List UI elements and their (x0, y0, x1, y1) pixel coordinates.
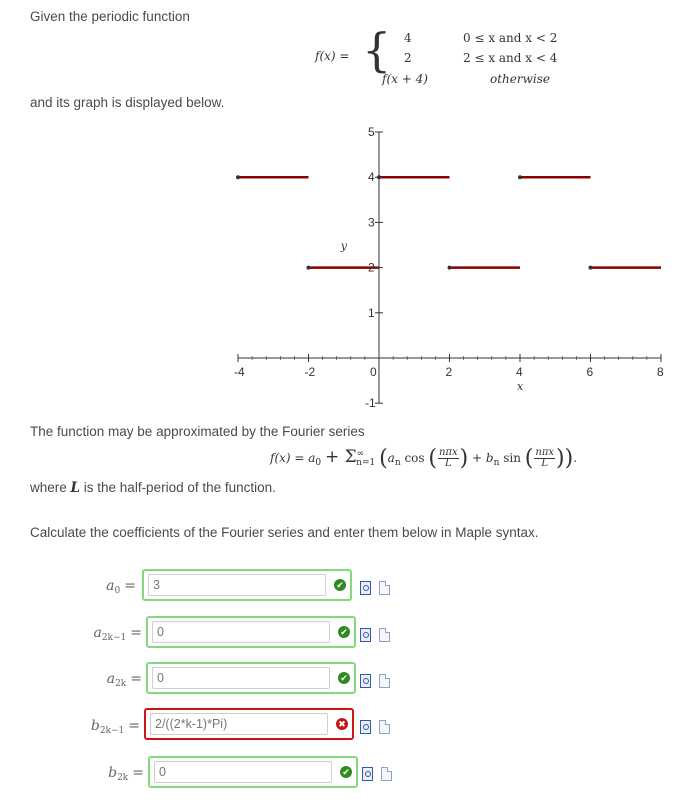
answer-field-a2k-1[interactable] (146, 616, 356, 648)
answer-input-a2k-1[interactable] (152, 621, 330, 643)
x-tick-label: 2 (445, 365, 453, 379)
graph-intro-text: and its graph is displayed below. (30, 95, 225, 110)
y-tick-label: 5 (368, 125, 375, 139)
answer-field-b2k[interactable] (148, 756, 358, 788)
fourier-intro-text: The function may be approximated by the Fourier series (30, 424, 365, 439)
y-tick-label: 2 (368, 260, 375, 275)
fs-sum: + Σ (324, 447, 357, 467)
fs-frac-2 (534, 448, 555, 469)
y-tick-label: -1 (365, 396, 376, 410)
x-tick-label: 8 (657, 365, 664, 379)
function-graph (0, 120, 676, 410)
fs-lhs: f(x) = a (270, 451, 316, 465)
preview-icon[interactable] (362, 767, 373, 781)
fs-sin: sin (503, 451, 521, 465)
y-axis-label: y (340, 239, 347, 253)
instruction-text: Calculate the coefficients of the Fourier series and enter them below in Maple syntax. (30, 525, 539, 540)
halfperiod-after: is the half-period of the function. (80, 480, 276, 495)
check-icon: ✔ (338, 672, 350, 684)
case-condition-2: 2 ≤ x and x < 4 (463, 51, 558, 65)
segment-start-point (589, 266, 593, 270)
x-tick-label: 4 (516, 365, 523, 379)
y-tick-label: 1 (368, 305, 375, 320)
document-icon[interactable] (379, 628, 390, 642)
fs-frac-2-num: nπx (535, 447, 555, 458)
fourier-series-formula: $f(x) = a_0 + \Sigma^\infty_{n=1}$ ($a_n$ cos ( $\frac{\text{nπx}}{L}$ ) + $b_n$ sin ( $\frac{\text{nπx}}{L}$ )). (270, 446, 578, 471)
answer-label-a2k: $a_{2k}$ = (106, 671, 142, 689)
segment-start-point (307, 266, 311, 270)
check-icon: ✔ (340, 766, 352, 778)
answer-input-b2k-1[interactable] (150, 713, 328, 735)
case-value-1: 4 (404, 31, 412, 45)
x-tick-label: 0 (370, 365, 377, 379)
answer-label-a0: $a_0$ = (106, 578, 136, 596)
fs-sum-upper: ∞ (356, 449, 365, 459)
x-tick-label: 6 (586, 365, 594, 379)
fs-bn-sub: n (493, 458, 500, 468)
y-tick-label: 4 (368, 170, 375, 185)
preview-icon[interactable] (360, 720, 371, 734)
answer-field-a2k[interactable] (146, 662, 356, 694)
x-tick-label: -4 (234, 365, 245, 379)
document-icon[interactable] (379, 674, 390, 688)
y-tick-label: 3 (368, 215, 375, 230)
answer-input-a0[interactable] (148, 574, 326, 596)
preview-icon[interactable] (360, 581, 371, 595)
case-value-2: 2 (404, 51, 412, 65)
fs-an-sub: n (394, 458, 401, 468)
fs-frac-1 (438, 448, 459, 469)
fs-frac-1-num: nπx (438, 447, 458, 458)
intro-text: Given the periodic function (30, 9, 190, 24)
document-icon[interactable] (379, 581, 390, 595)
answer-label-b2k-1: $b_{2k-1}$ = (90, 718, 140, 736)
error-icon: ✖ (336, 718, 348, 730)
fs-bn: + b (472, 451, 494, 465)
x-tick-label: -2 (304, 365, 316, 379)
answer-input-a2k[interactable] (152, 667, 330, 689)
fs-close: . (573, 451, 578, 465)
case-condition-3: otherwise (490, 72, 550, 86)
answer-input-b2k[interactable] (154, 761, 332, 783)
answer-label-a2k-1: $a_{2k-1}$ = (93, 625, 142, 643)
segment-start-point (236, 175, 240, 179)
case-condition-1: 0 ≤ x and x < 2 (463, 31, 558, 45)
answer-field-b2k-1[interactable] (144, 708, 354, 740)
check-icon: ✔ (334, 579, 346, 591)
case-value-3: f(x + 4) (382, 72, 428, 86)
fs-cos: cos (404, 451, 425, 465)
fs-frac-2-den: L (541, 458, 549, 469)
fs-a0-sub: 0 (315, 458, 322, 468)
check-icon: ✔ (338, 626, 350, 638)
answer-label-b2k: $b_{2k}$ = (108, 765, 144, 783)
document-icon[interactable] (381, 767, 392, 781)
fs-an: a (387, 451, 395, 465)
fs-sum-lower: n=1 (356, 458, 376, 468)
graph-segments (236, 175, 661, 269)
preview-icon[interactable] (360, 628, 371, 642)
document-icon[interactable] (379, 720, 390, 734)
halfperiod-var: L (70, 480, 81, 496)
segment-start-point (518, 175, 522, 179)
answer-field-a0[interactable] (142, 569, 352, 601)
segment-start-point (448, 266, 452, 270)
function-lhs: f(x) = (315, 49, 350, 63)
halfperiod-before: where (30, 480, 71, 495)
halfperiod-text (30, 480, 276, 496)
piecewise-brace: { (362, 23, 392, 77)
fs-frac-1-den: L (444, 458, 452, 469)
x-axis-label: x (517, 380, 524, 393)
preview-icon[interactable] (360, 674, 371, 688)
